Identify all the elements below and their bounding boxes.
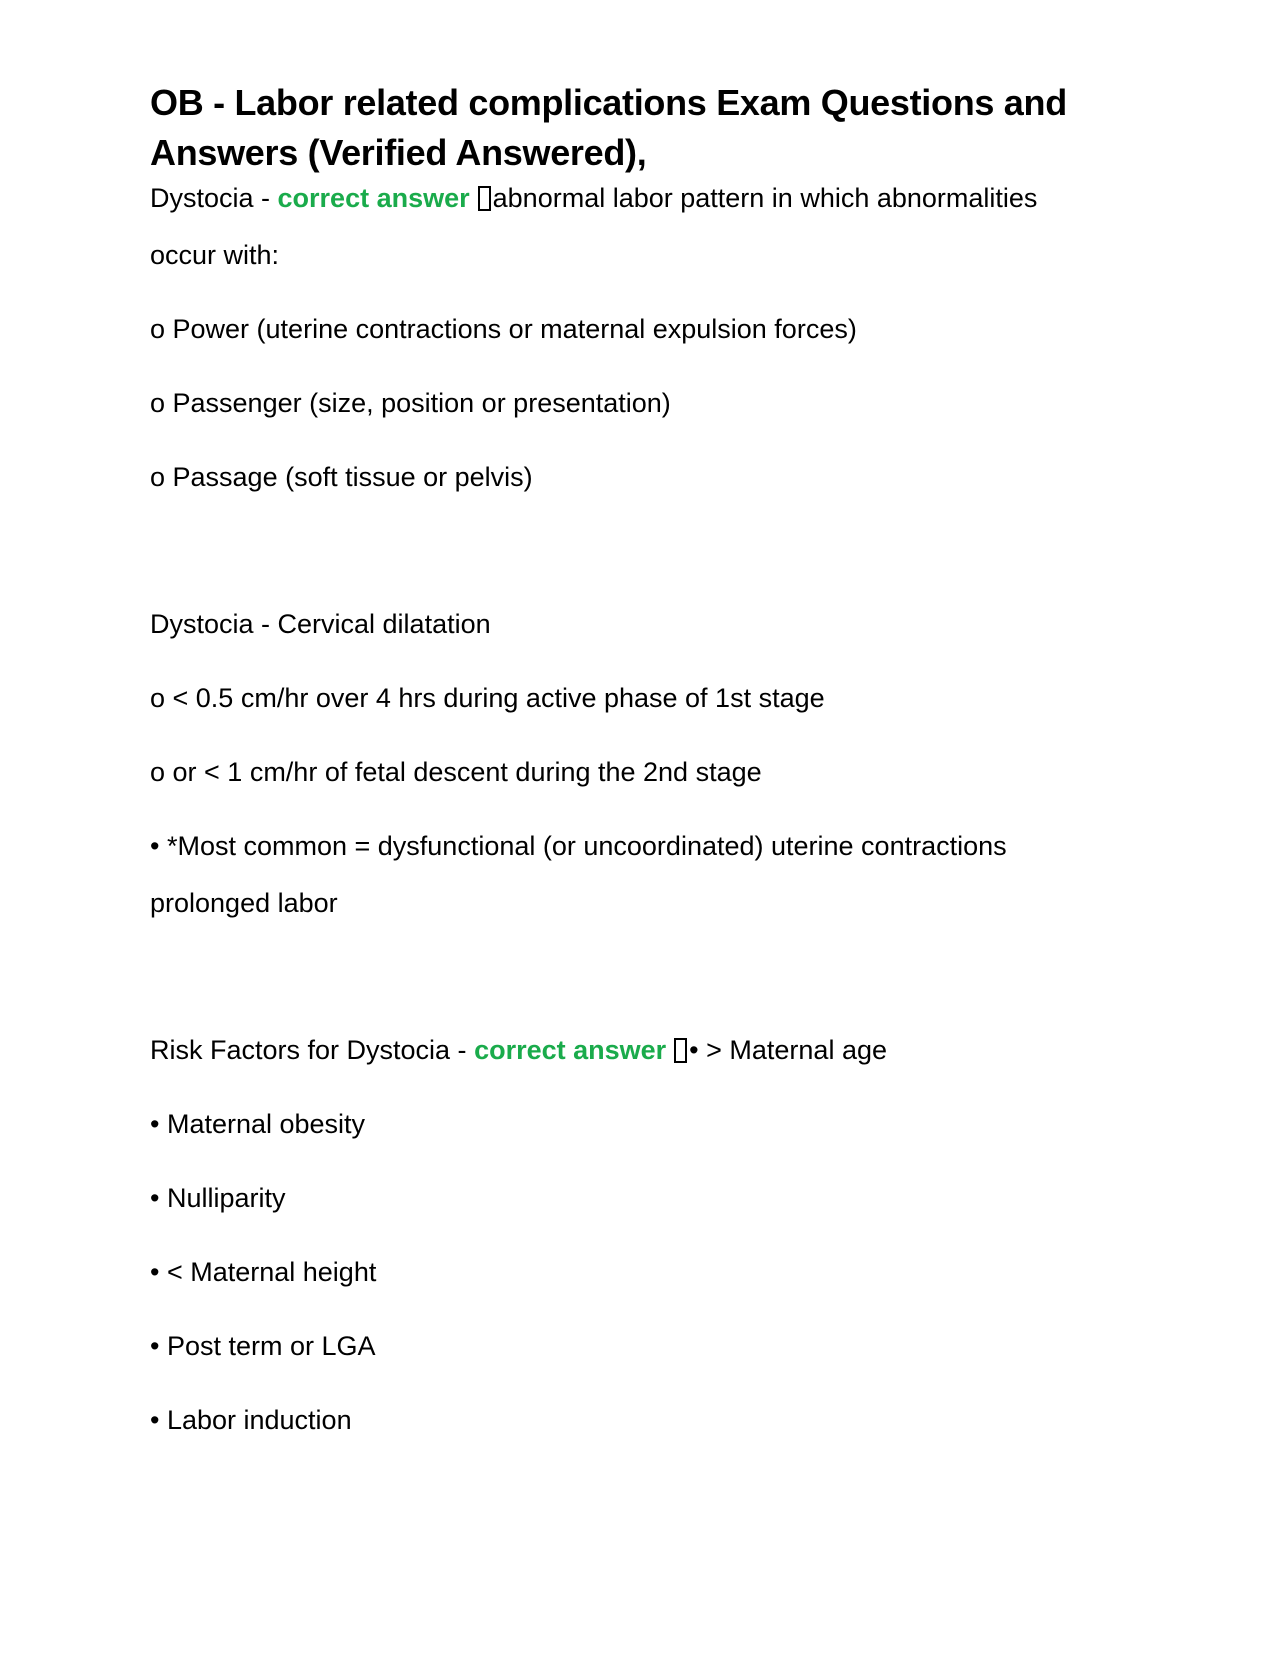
q1-answer-label: correct answer — [277, 183, 470, 213]
q3-answer-label: correct answer — [474, 1035, 667, 1065]
q3-term: Risk Factors for Dystocia - — [150, 1035, 475, 1065]
checkbox-glyph-icon — [478, 186, 491, 211]
q1-line — [150, 170, 1130, 227]
document-page — [150, 78, 1130, 1449]
list-item: • Post term or LGA — [150, 1331, 376, 1361]
section2-continuation: prolonged labor — [150, 888, 338, 918]
q3-answer-start: • > Maternal age — [689, 1035, 887, 1065]
list-item: • *Most common = dysfunctional (or uncoordinated) uterine contractions — [150, 831, 1007, 861]
q1-answer-cont: occur with: — [150, 240, 280, 270]
title-line-2: Answers (Verified Answered), — [150, 132, 647, 173]
q1-term: Dystocia - — [150, 183, 278, 213]
list-item: • Nulliparity — [150, 1183, 286, 1213]
q3-line — [150, 1022, 1130, 1079]
list-item: • < Maternal height — [150, 1257, 377, 1287]
list-item: o Power (uterine contractions or maternal expulsion forces) — [150, 314, 857, 344]
list-item: o Passenger (size, position or presentation) — [150, 388, 671, 418]
list-item: • Labor induction — [150, 1405, 352, 1435]
list-item: o < 0.5 cm/hr over 4 hrs during active phase of 1st stage — [150, 683, 825, 713]
checkbox-glyph-icon — [674, 1038, 687, 1063]
title-line-1: OB - Labor related complications Exam Questions and — [150, 82, 1067, 123]
document-title — [150, 78, 1130, 178]
q1-answer-start: abnormal labor pattern in which abnormalities — [492, 183, 1038, 213]
list-item: o Passage (soft tissue or pelvis) — [150, 462, 533, 492]
list-item: • Maternal obesity — [150, 1109, 366, 1139]
list-item: o or < 1 cm/hr of fetal descent during the 2nd stage — [150, 757, 762, 787]
section2-heading: Dystocia - Cervical dilatation — [150, 609, 491, 639]
